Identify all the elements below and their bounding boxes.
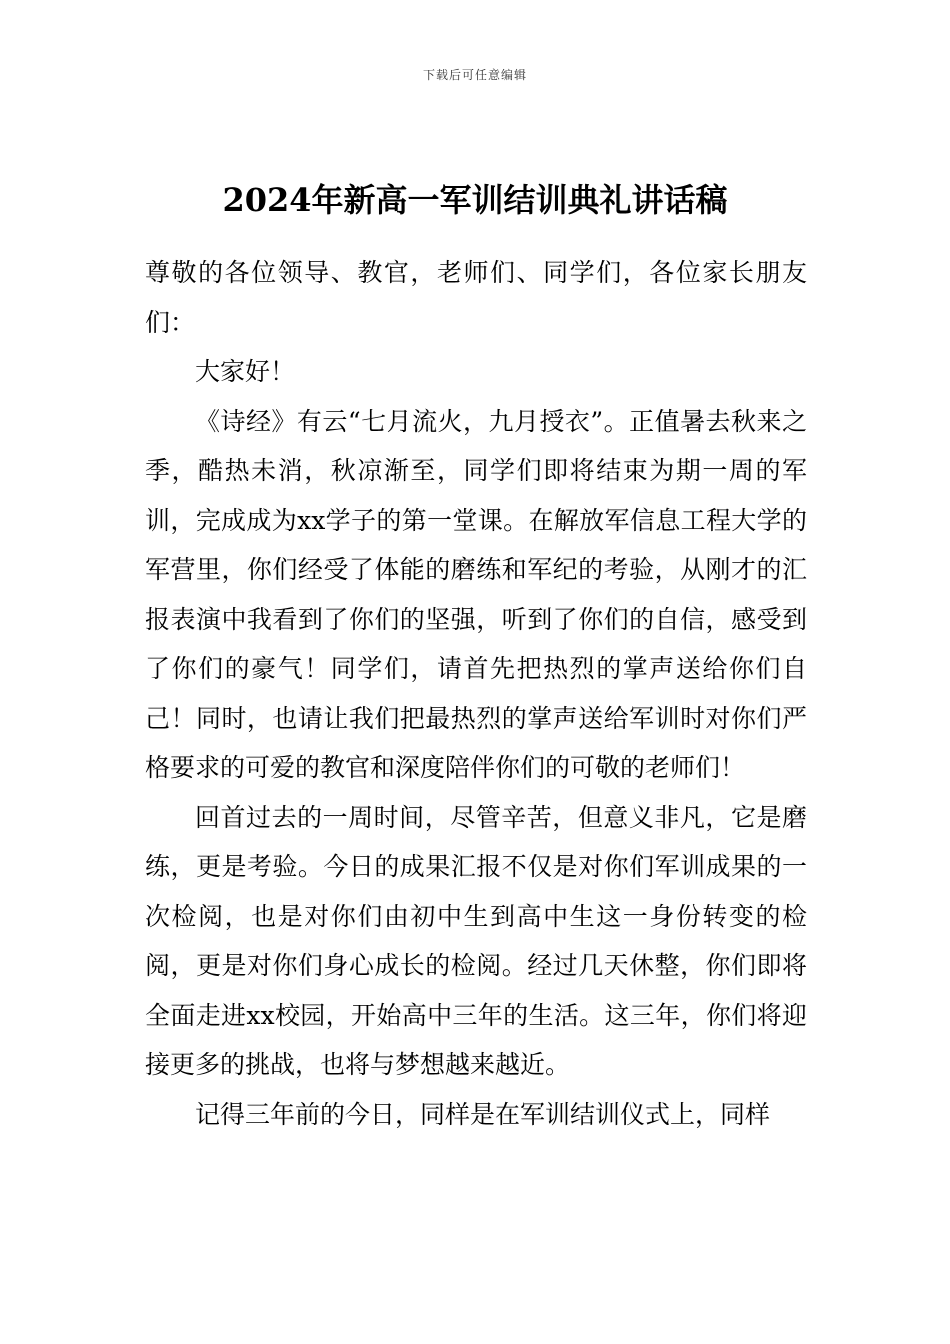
body-paragraph-3: 记得三年前的今日，同样是在军训结训仪式上，同样	[195, 1099, 771, 1129]
body-paragraph-2: 回首过去的一周时间，尽管辛苦，但意义非凡，它是磨练，更是考验。今日的成果汇报不仅是对你们军训成果的一次检阅，也是对你们由初中生到高中生这一身份转变的检阅，更是对你们身心成长的检阅。经过几天休整，你们即将全面走进xx校园，开始高中三年的生活。这三年，你们将迎接更多的挑战，也将与梦想越来越近。	[145, 802, 807, 1079]
salutation-paragraph: 尊敬的各位领导、教官，老师们、同学们，各位家长朋友们：	[145, 258, 807, 337]
header-note: 下载后可任意编辑	[422, 68, 527, 82]
document-title: 2024年新高一军训结训典礼讲话稿	[222, 181, 728, 219]
greeting-paragraph: 大家好！	[195, 357, 296, 386]
document-body	[145, 248, 807, 1139]
body-paragraph-1: 《诗经》有云“七月流火，九月授衣”。正值暑去秋来之季，酷热未消，秋凉渐至，同学们即将结束为期一周的军训，完成成为xx学子的第一堂课。在解放军信息工程大学的军营里，你们经受了体能的磨练和军纪的考验，从刚才的汇报表演中我看到了你们的坚强，听到了你们的自信，感受到了你们的豪气！同学们，请首先把热烈的掌声送给你们自己！同时，也请让我们把最热烈的掌声送给军训时对你们严格要求的可爱的教官和深度陪伴你们的可敬的老师们！	[145, 406, 807, 782]
